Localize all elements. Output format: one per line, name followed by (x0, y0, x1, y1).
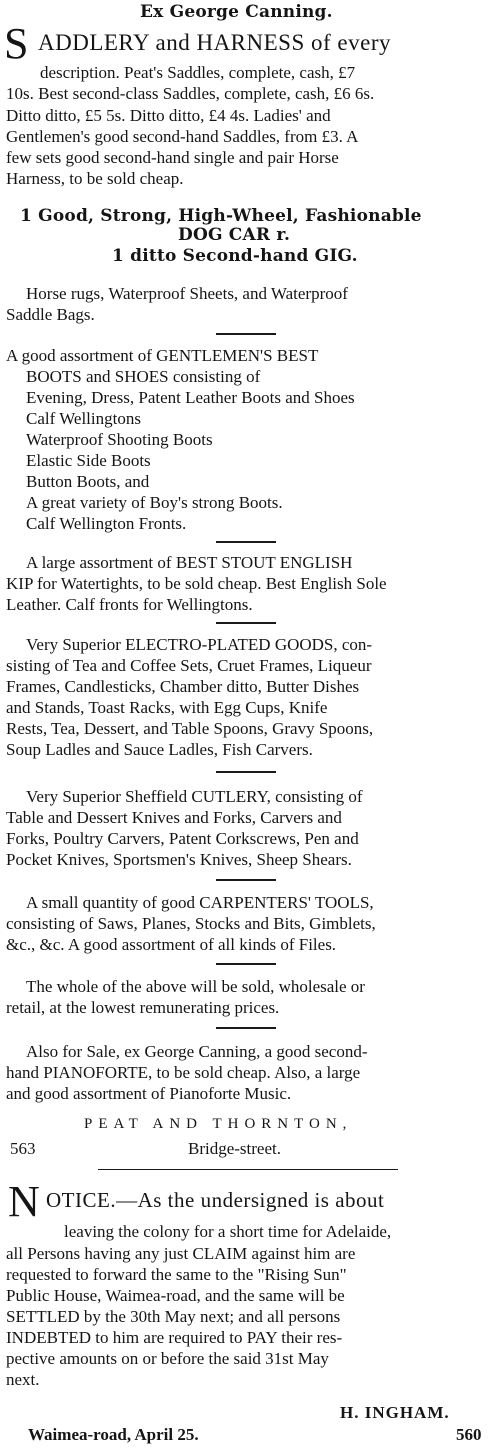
boots-line: A good assortment of GENTLEMEN'S BEST (6, 346, 319, 365)
notice-title: OTICE.—As the undersigned is about (46, 1188, 385, 1212)
saddlery-line: description. Peat's Saddles, complete, cash, £7 (40, 63, 356, 82)
notice-line: all Persons having any just CLAIM against him are (6, 1244, 356, 1263)
cutlery-line: Table and Dessert Knives and Forks, Carvers and (6, 808, 342, 827)
divider-rule (216, 541, 276, 543)
ad-header: Ex George Canning. (140, 2, 333, 22)
notice-dropcap: N (8, 1177, 40, 1226)
saddlery-line: Gentlemen's good second-hand Saddles, from £3. A (6, 127, 359, 146)
divider-rule (216, 333, 276, 335)
ad1-signature: PEAT AND THORNTON, (84, 1116, 353, 1132)
saddlery-line: Harness, to be sold cheap. (6, 169, 184, 188)
cutlery-line: Forks, Poultry Carvers, Patent Corkscrews, Pen and (6, 829, 359, 848)
divider-rule (216, 963, 276, 965)
tools-line: consisting of Saws, Planes, Stocks and Bits, Gimblets, (6, 914, 376, 933)
notice-line: leaving the colony for a short time for Adelaide, (64, 1222, 392, 1241)
electro-line: Soup Ladles and Sauce Ladles, Fish Carvers. (6, 740, 313, 759)
notice-ref-number: 560 (456, 1425, 482, 1444)
whole-line: retail, at the lowest remunerating prices. (6, 998, 280, 1017)
dogcart-line: 1 Good, Strong, High-Wheel, Fashionable (20, 206, 422, 226)
section-separator (98, 1169, 398, 1170)
notice-line: INDEBTED to him are required to PAY their res- (6, 1328, 343, 1347)
boots-line: Calf Wellington Fronts. (26, 514, 187, 533)
saddlery-line: few sets good second-hand single and pair Horse (6, 148, 339, 167)
gig-line: 1 ditto Second-hand GIG. (112, 246, 358, 266)
notice-line: SETTLED by the 30th May next; and all persons (6, 1307, 341, 1326)
notice-line: Public House, Waimea-road, and the same will be (6, 1286, 345, 1305)
kip-line: KIP for Watertights, to be sold cheap. Best English Sole (6, 574, 387, 593)
boots-line: Waterproof Shooting Boots (26, 430, 213, 449)
boots-line: Elastic Side Boots (26, 451, 151, 470)
ad1-ref-number: 563 (10, 1139, 36, 1158)
piano-line: Also for Sale, ex George Canning, a good second- (26, 1042, 368, 1061)
dogcart-line: DOG CAR r. (178, 225, 291, 245)
electro-line: Very Superior ELECTRO-PLATED GOODS, con- (26, 635, 373, 654)
cutlery-line: Pocket Knives, Sportsmen's Knives, Sheep Shears. (6, 850, 352, 869)
piano-line: hand PIANOFORTE, to be sold cheap. Also, a large (6, 1063, 361, 1082)
boots-line: BOOTS and SHOES consisting of (26, 367, 261, 386)
notice-line: next. (6, 1370, 40, 1389)
saddlery-line: 10s. Best second-class Saddles, complete, cash, £6 6s. (6, 84, 375, 103)
whole-line: The whole of the above will be sold, wholesale or (26, 977, 365, 996)
boots-line: Button Boots, and (26, 472, 150, 491)
saddlery-dropcap: S (4, 19, 29, 68)
rugs-line: Saddle Bags. (6, 305, 95, 324)
notice-line: requested to forward the same to the "Rising Sun" (6, 1265, 347, 1284)
kip-line: A large assortment of BEST STOUT ENGLISH (26, 553, 353, 572)
tools-line: A small quantity of good CARPENTERS' TOOLS, (26, 893, 374, 912)
boots-line: Evening, Dress, Patent Leather Boots and Shoes (26, 388, 355, 407)
cutlery-line: Very Superior Sheffield CUTLERY, consisting of (26, 787, 363, 806)
electro-line: and Stands, Toast Racks, with Egg Cups, Knife (6, 698, 328, 717)
tools-line: &c., &c. A good assortment of all kinds of Files. (6, 935, 337, 954)
divider-rule (216, 622, 276, 624)
electro-line: Rests, Tea, Dessert, and Table Spoons, Gravy Spoons, (6, 719, 374, 738)
notice-line: pective amounts on or before the said 31st May (6, 1349, 329, 1368)
electro-line: Frames, Candlesticks, Chamber ditto, Butter Dishes (6, 677, 360, 696)
notice-place-date: Waimea-road, April 25. (28, 1425, 199, 1444)
boots-line: Calf Wellingtons (26, 409, 141, 428)
saddlery-line: Ditto ditto, £5 5s. Ditto ditto, £4 4s. Ladies' and (6, 106, 331, 125)
divider-rule (216, 879, 276, 881)
kip-line: Leather. Calf fronts for Wellingtons. (6, 595, 253, 614)
boots-line: A great variety of Boy's strong Boots. (26, 493, 283, 512)
divider-rule (216, 1027, 276, 1029)
rugs-line: Horse rugs, Waterproof Sheets, and Waterproof (26, 284, 348, 303)
piano-line: and good assortment of Pianoforte Music. (6, 1084, 292, 1103)
notice-signature: H. INGHAM. (340, 1403, 450, 1422)
divider-rule (216, 771, 276, 773)
ad1-address: Bridge-street. (188, 1139, 281, 1158)
electro-line: sisting of Tea and Coffee Sets, Cruet Frames, Liqueur (6, 656, 372, 675)
saddlery-title: ADDLERY and HARNESS of every (38, 30, 392, 55)
